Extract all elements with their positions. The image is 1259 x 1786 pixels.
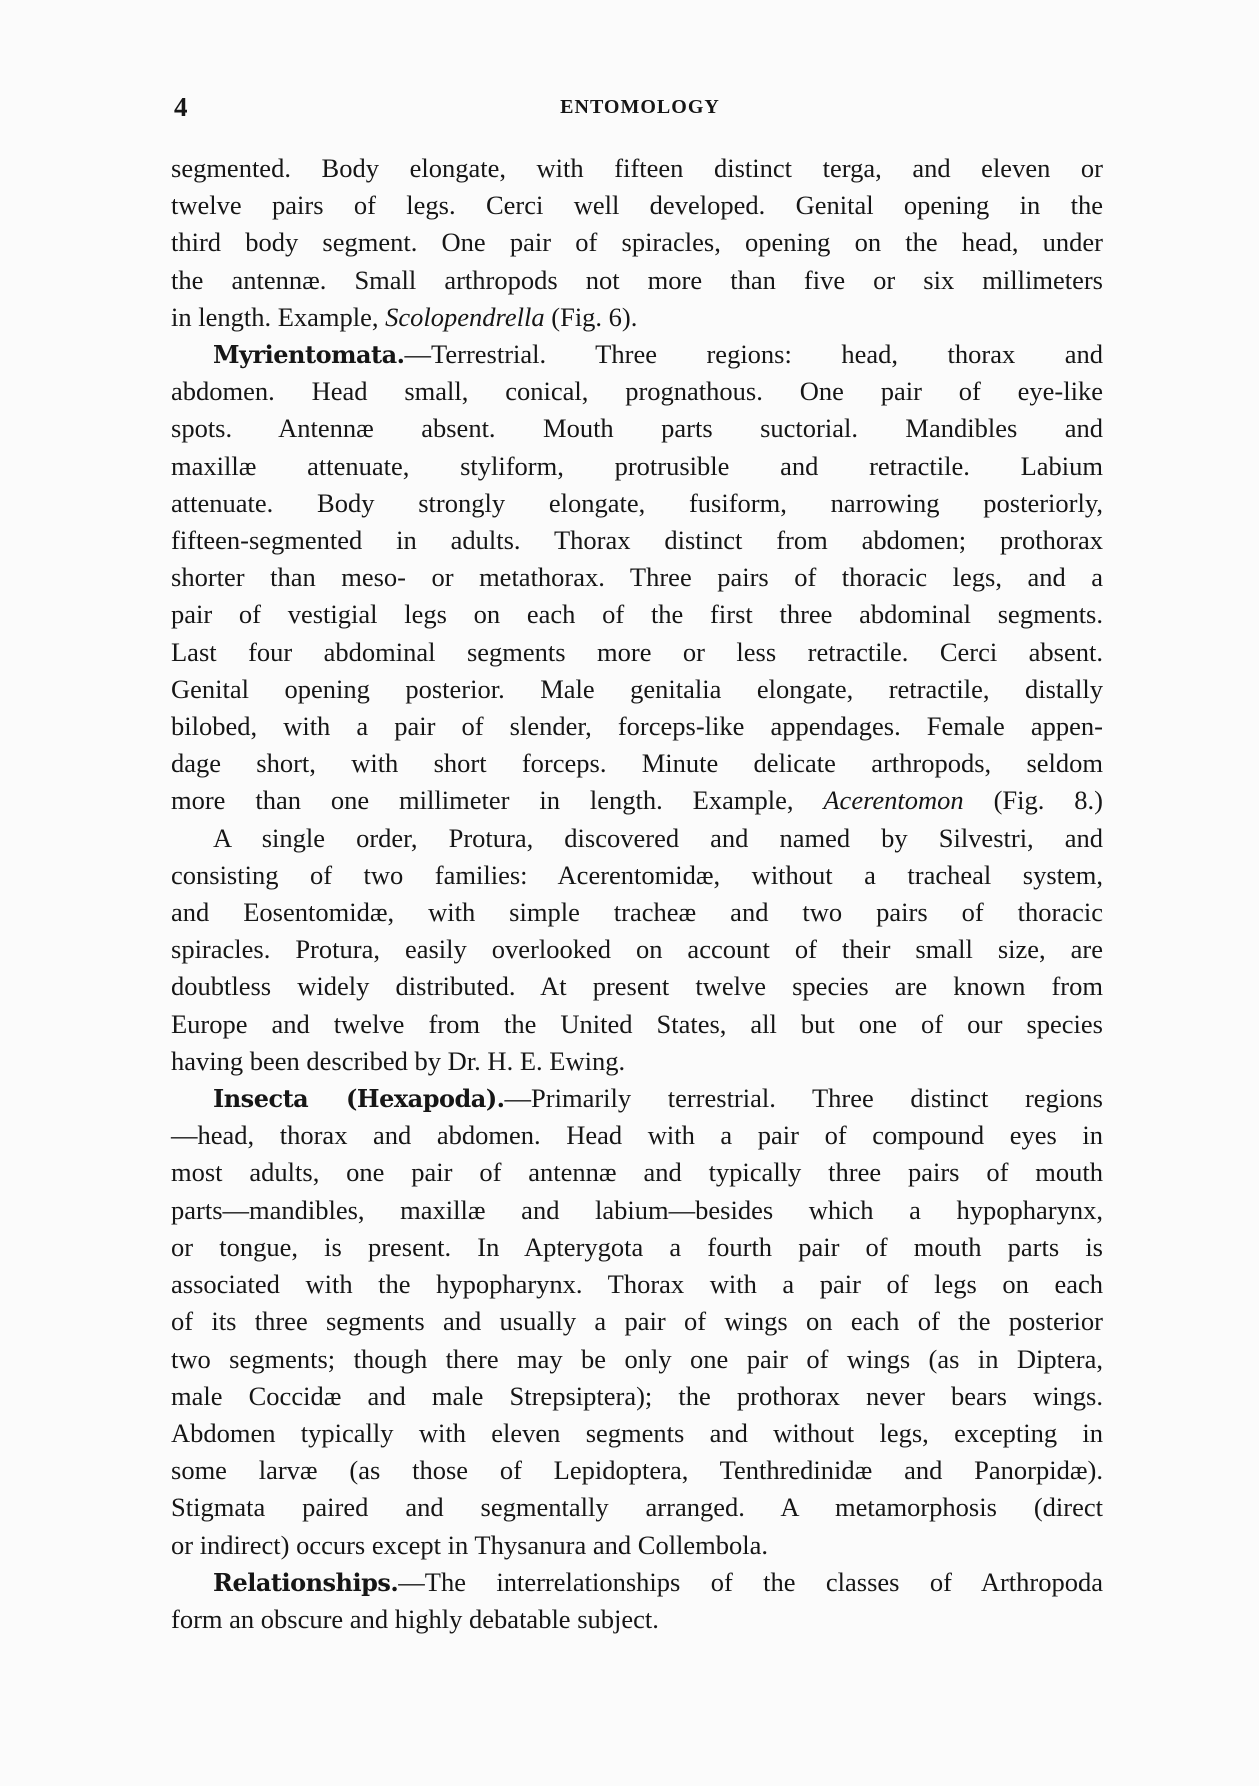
text-line <box>171 336 1103 373</box>
text-run: Last four abdominal segments more or less retractile. Cerci absent. <box>171 636 1103 667</box>
text-run: abdomen. Head small, conical, prognathous. One pair of eye-like <box>171 376 1103 407</box>
text-line <box>171 1080 1103 1117</box>
text-run: —head, thorax and abdomen. Head with a pair of compound eyes in <box>171 1120 1103 1151</box>
text-line <box>171 1266 1103 1303</box>
paragraph <box>171 336 1103 820</box>
text-line <box>171 596 1103 633</box>
text-run: consisting of two families: Acerentomidæ, without a tracheal system, <box>171 859 1103 890</box>
text-line <box>171 262 1103 299</box>
text-line <box>171 559 1103 596</box>
text-run: (Fig. 8.) <box>963 785 1104 816</box>
text-line <box>171 820 1103 857</box>
text-line <box>171 1006 1103 1043</box>
run-in-heading: Myrientomata. <box>213 340 405 370</box>
text-run: and Eosentomidæ, with simple tracheæ and two pairs of thoracic <box>171 897 1103 928</box>
text-run: —The interrelationships of the classes of Arthropoda <box>398 1566 1103 1597</box>
text-line <box>171 1378 1103 1415</box>
text-run: bilobed, with a pair of slender, forceps-like appendages. Female appen- <box>171 711 1103 742</box>
text-line <box>171 968 1103 1005</box>
text-line <box>171 485 1103 522</box>
text-line <box>171 224 1103 261</box>
text-line <box>171 1564 1103 1601</box>
text-line <box>171 522 1103 559</box>
running-head: ENTOMOLOGY <box>560 96 720 118</box>
text-line <box>171 1043 1103 1080</box>
text-run: shorter than meso- or metathorax. Three pairs of thoracic legs, and a <box>171 562 1103 593</box>
text-run: some larvæ (as those of Lepidoptera, Tenthredinidæ and Panorpidæ). <box>171 1455 1103 1486</box>
text-line <box>171 894 1103 931</box>
text-run: —Terrestrial. Three regions: head, thorax and <box>404 339 1103 370</box>
text-run: or tongue, is present. In Apterygota a fourth pair of mouth parts is <box>171 1231 1103 1262</box>
text-run: spots. Antennæ absent. Mouth parts suctorial. Mandibles and <box>171 413 1103 444</box>
body-text <box>171 150 1103 1638</box>
text-run: —Primarily terrestrial. Three distinct regions <box>504 1083 1103 1114</box>
text-run: third body segment. One pair of spiracles, opening on the head, under <box>171 227 1103 258</box>
text-run: pair of vestigial legs on each of the first three abdominal segments. <box>171 599 1103 630</box>
run-in-heading: Relationships. <box>213 1567 399 1597</box>
text-run: spiracles. Protura, easily overlooked on account of their small size, are <box>171 934 1103 965</box>
text-line <box>171 373 1103 410</box>
text-run: the antennæ. Small arthropods not more than five or six millimeters <box>171 264 1103 295</box>
genus-name: Acerentomon <box>823 785 964 816</box>
text-run: associated with the hypopharynx. Thorax with a pair of legs on each <box>171 1269 1103 1300</box>
text-run: Abdomen typically with eleven segments and without legs, excepting in <box>171 1417 1103 1448</box>
text-run: Europe and twelve from the United States, all but one of our species <box>171 1008 1103 1039</box>
text-line <box>171 708 1103 745</box>
text-line <box>171 931 1103 968</box>
text-line <box>171 410 1103 447</box>
text-line <box>171 671 1103 708</box>
text-run: or indirect) occurs except in Thysanura and Collembola. <box>171 1529 769 1560</box>
paragraph <box>171 820 1103 1080</box>
paragraph <box>171 1564 1103 1638</box>
text-run: more than one millimeter in length. Example, <box>171 785 824 816</box>
text-run: A single order, Protura, discovered and named by Silvestri, and <box>213 822 1103 853</box>
text-line <box>171 745 1103 782</box>
text-run: parts—mandibles, maxillæ and labium—besides which a hypopharynx, <box>171 1194 1103 1225</box>
text-run: two segments; though there may be only one pair of wings (as in Diptera, <box>171 1343 1103 1374</box>
text-run: in length. Example, <box>171 301 386 332</box>
text-run: twelve pairs of legs. Cerci well developed. Genital opening in the <box>171 190 1103 221</box>
text-line <box>171 150 1103 187</box>
run-in-heading: Insecta (Hexapoda). <box>213 1084 505 1114</box>
text-run: attenuate. Body strongly elongate, fusiform, narrowing posteriorly, <box>171 487 1103 518</box>
genus-name: Scolopendrella <box>385 301 545 332</box>
text-line <box>171 1154 1103 1191</box>
text-run: male Coccidæ and male Strepsiptera); the prothorax never bears wings. <box>171 1380 1103 1411</box>
text-run: Genital opening posterior. Male genitalia elongate, retractile, distally <box>171 673 1103 704</box>
text-line <box>171 1452 1103 1489</box>
text-line <box>171 1415 1103 1452</box>
paragraph <box>171 150 1103 336</box>
text-line <box>171 1601 1103 1638</box>
text-line <box>171 857 1103 894</box>
text-line <box>171 782 1103 819</box>
text-line <box>171 1489 1103 1526</box>
text-run: form an obscure and highly debatable subject. <box>171 1603 659 1634</box>
text-line <box>171 1192 1103 1229</box>
text-run: dage short, with short forceps. Minute delicate arthropods, seldom <box>171 748 1103 779</box>
text-line <box>171 448 1103 485</box>
page-number: 4 <box>174 92 188 122</box>
text-line <box>171 187 1103 224</box>
text-line <box>171 1303 1103 1340</box>
text-run: of its three segments and usually a pair of wings on each of the posterior <box>171 1306 1103 1337</box>
text-line <box>171 1527 1103 1564</box>
text-run: having been described by Dr. H. E. Ewing. <box>171 1045 626 1076</box>
text-run: (Fig. 6). <box>544 301 638 332</box>
text-run: doubtless widely distributed. At present twelve species are known from <box>171 971 1103 1002</box>
text-line <box>171 299 1103 336</box>
text-run: maxillæ attenuate, styliform, protrusible and retractile. Labium <box>171 450 1103 481</box>
text-line <box>171 1229 1103 1266</box>
text-line <box>171 1117 1103 1154</box>
paragraph <box>171 1080 1103 1564</box>
text-run: fifteen-segmented in adults. Thorax distinct from abdomen; prothorax <box>171 525 1103 556</box>
text-run: Stigmata paired and segmentally arranged. A metamorphosis (direct <box>171 1492 1103 1523</box>
text-line <box>171 1341 1103 1378</box>
text-run: segmented. Body elongate, with fifteen distinct terga, and eleven or <box>171 153 1103 183</box>
text-run: most adults, one pair of antennæ and typically three pairs of mouth <box>171 1157 1103 1188</box>
text-line <box>171 634 1103 671</box>
